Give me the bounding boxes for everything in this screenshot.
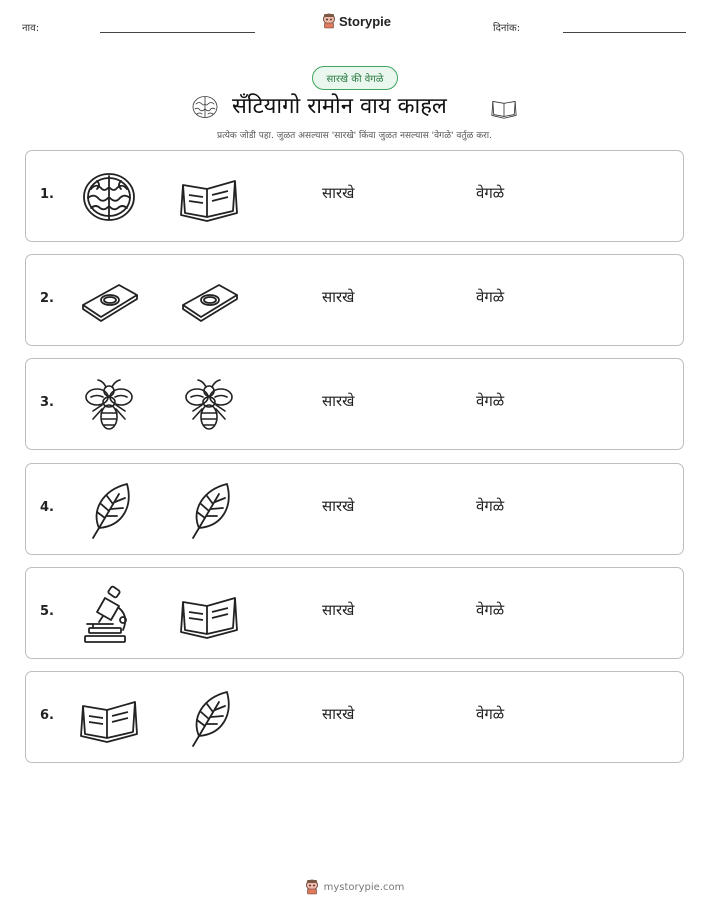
name-line[interactable] [100,32,255,33]
date-line[interactable] [563,32,686,33]
page-title: सँटियागो रामोन वाय काहल [232,94,447,119]
title-brain-icon [190,92,220,122]
left-picture [79,167,139,227]
different-option[interactable]: वेगळे [476,288,505,306]
exercise-row [25,567,684,659]
different-option[interactable]: वेगळे [476,184,505,202]
same-option[interactable]: सारखे [322,288,355,306]
row-number: 1. [40,187,54,202]
same-option[interactable]: सारखे [322,392,355,410]
footer-url: mystorypie.com [323,881,405,893]
book-icon [79,688,139,748]
right-picture [179,688,239,748]
different-option[interactable]: वेगळे [476,601,505,619]
name-label: नाव: [22,23,40,34]
different-option[interactable]: वेगळे [476,392,505,410]
exercise-row [25,254,684,346]
same-option[interactable]: सारखे [322,184,355,202]
left-picture [79,271,139,331]
left-picture [79,584,139,644]
bee-icon [79,375,139,435]
left-picture [79,480,139,540]
leaf-icon [179,688,239,748]
different-option[interactable]: वेगळे [476,497,505,515]
brain-icon [79,167,139,227]
brand-name: Storypie [339,13,392,29]
right-picture [179,480,239,540]
date-label: दिनांक: [493,23,521,34]
row-number: 3. [40,395,54,410]
different-option[interactable]: वेगळे [476,705,505,723]
same-option[interactable]: सारखे [322,601,355,619]
right-picture [179,375,239,435]
book-icon [179,584,239,644]
title-row [0,90,709,122]
footer [0,879,709,895]
leaf-icon [179,480,239,540]
microscope-slide-icon [179,271,239,331]
exercise-row [25,358,684,450]
left-picture [79,375,139,435]
exercise-row [25,150,684,242]
row-number: 4. [40,500,54,515]
row-number: 5. [40,604,54,619]
right-picture [179,584,239,644]
exercise-row [25,463,684,555]
microscope-slide-icon [79,271,139,331]
left-picture [79,688,139,748]
book-icon [179,167,239,227]
row-number: 2. [40,291,54,306]
microscope-icon [79,584,139,644]
brand-logo [322,13,391,29]
instructions: प्रत्येक जोडी पहा. जुळत असल्यास 'सारखे' किंवा जुळत नसल्यास 'वेगळे' वर्तुळ करा. [216,131,492,141]
same-option[interactable]: सारखे [322,497,355,515]
footer-mascot-icon [305,879,319,895]
bee-icon [179,375,239,435]
row-number: 6. [40,708,54,723]
leaf-icon [79,480,139,540]
worksheet-type-badge: सारखे की वेगळे [312,66,398,90]
title-book-icon [488,94,520,122]
right-picture [179,167,239,227]
right-picture [179,271,239,331]
exercise-row [25,671,684,763]
same-option[interactable]: सारखे [322,705,355,723]
storypie-mascot-icon [322,13,336,29]
